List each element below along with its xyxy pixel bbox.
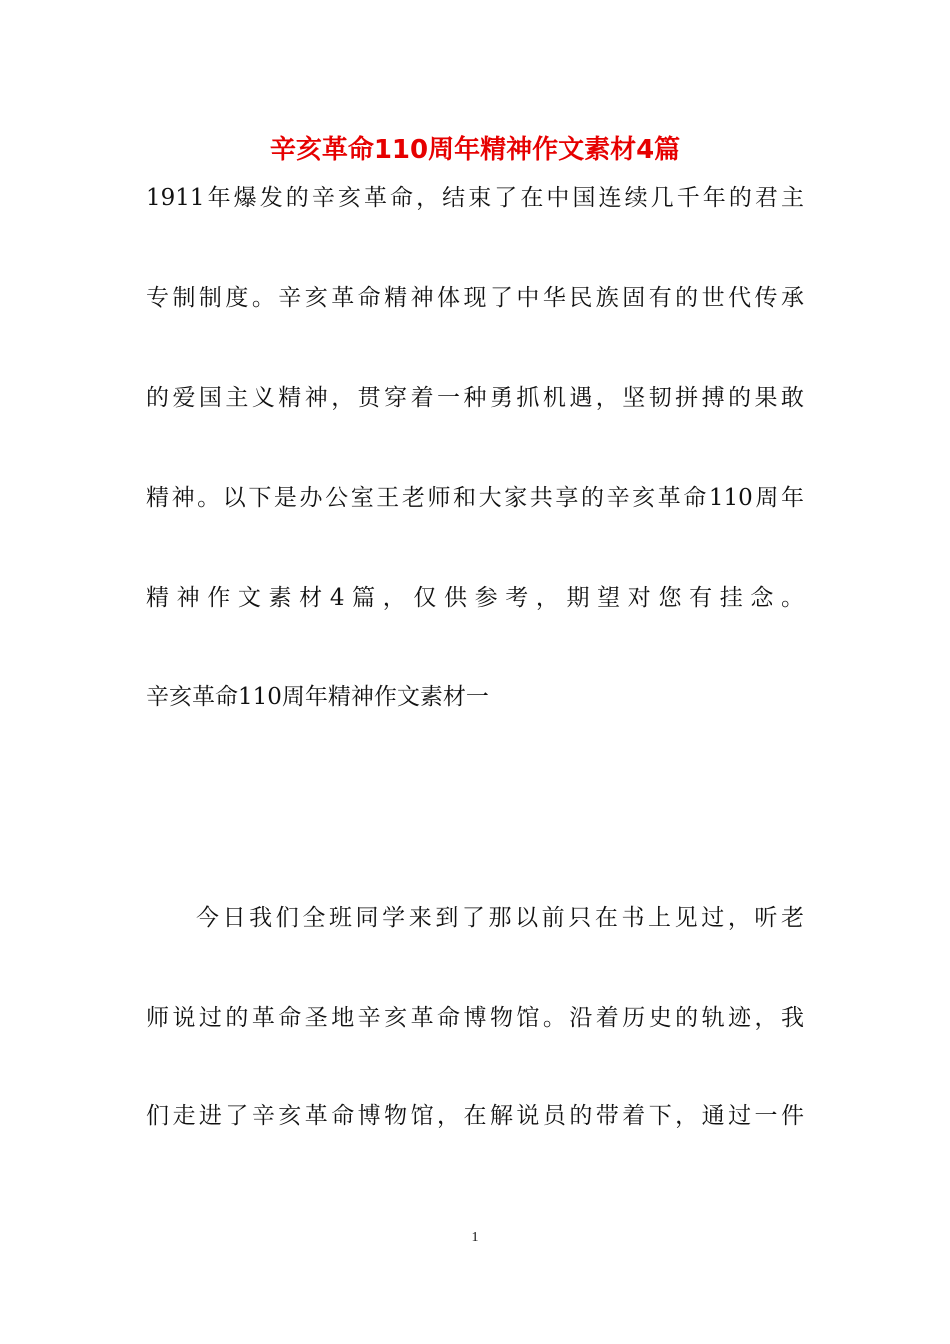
intro-line-1: 1911年爆发的辛亥革命，结束了在中国连续几千年的君主: [146, 185, 804, 211]
section-heading: 辛亥革命110周年精神作文素材一: [146, 684, 489, 710]
intro-line-2: 专制制度。辛亥革命精神体现了中华民族固有的世代传承: [146, 285, 804, 311]
intro-line-3: 的爱国主义精神，贯穿着一种勇抓机遇，坚韧拼搏的果敢: [146, 385, 804, 411]
page-number: 1: [471, 1230, 479, 1245]
body-line-1: 今日我们全班同学来到了那以前只在书上见过，听老: [196, 905, 804, 931]
intro-line-5: 精神作文素材4篇，仅供参考，期望对您有挂念。: [146, 585, 804, 611]
body-line-2: 师说过的革命圣地辛亥革命博物馆。沿着历史的轨迹，我: [146, 1005, 804, 1031]
document-title: 辛亥革命110周年精神作文素材4篇: [269, 135, 681, 165]
intro-line-4: 精神。以下是办公室王老师和大家共享的辛亥革命110周年: [146, 485, 804, 511]
body-line-3: 们走进了辛亥革命博物馆，在解说员的带着下，通过一件: [146, 1103, 804, 1129]
